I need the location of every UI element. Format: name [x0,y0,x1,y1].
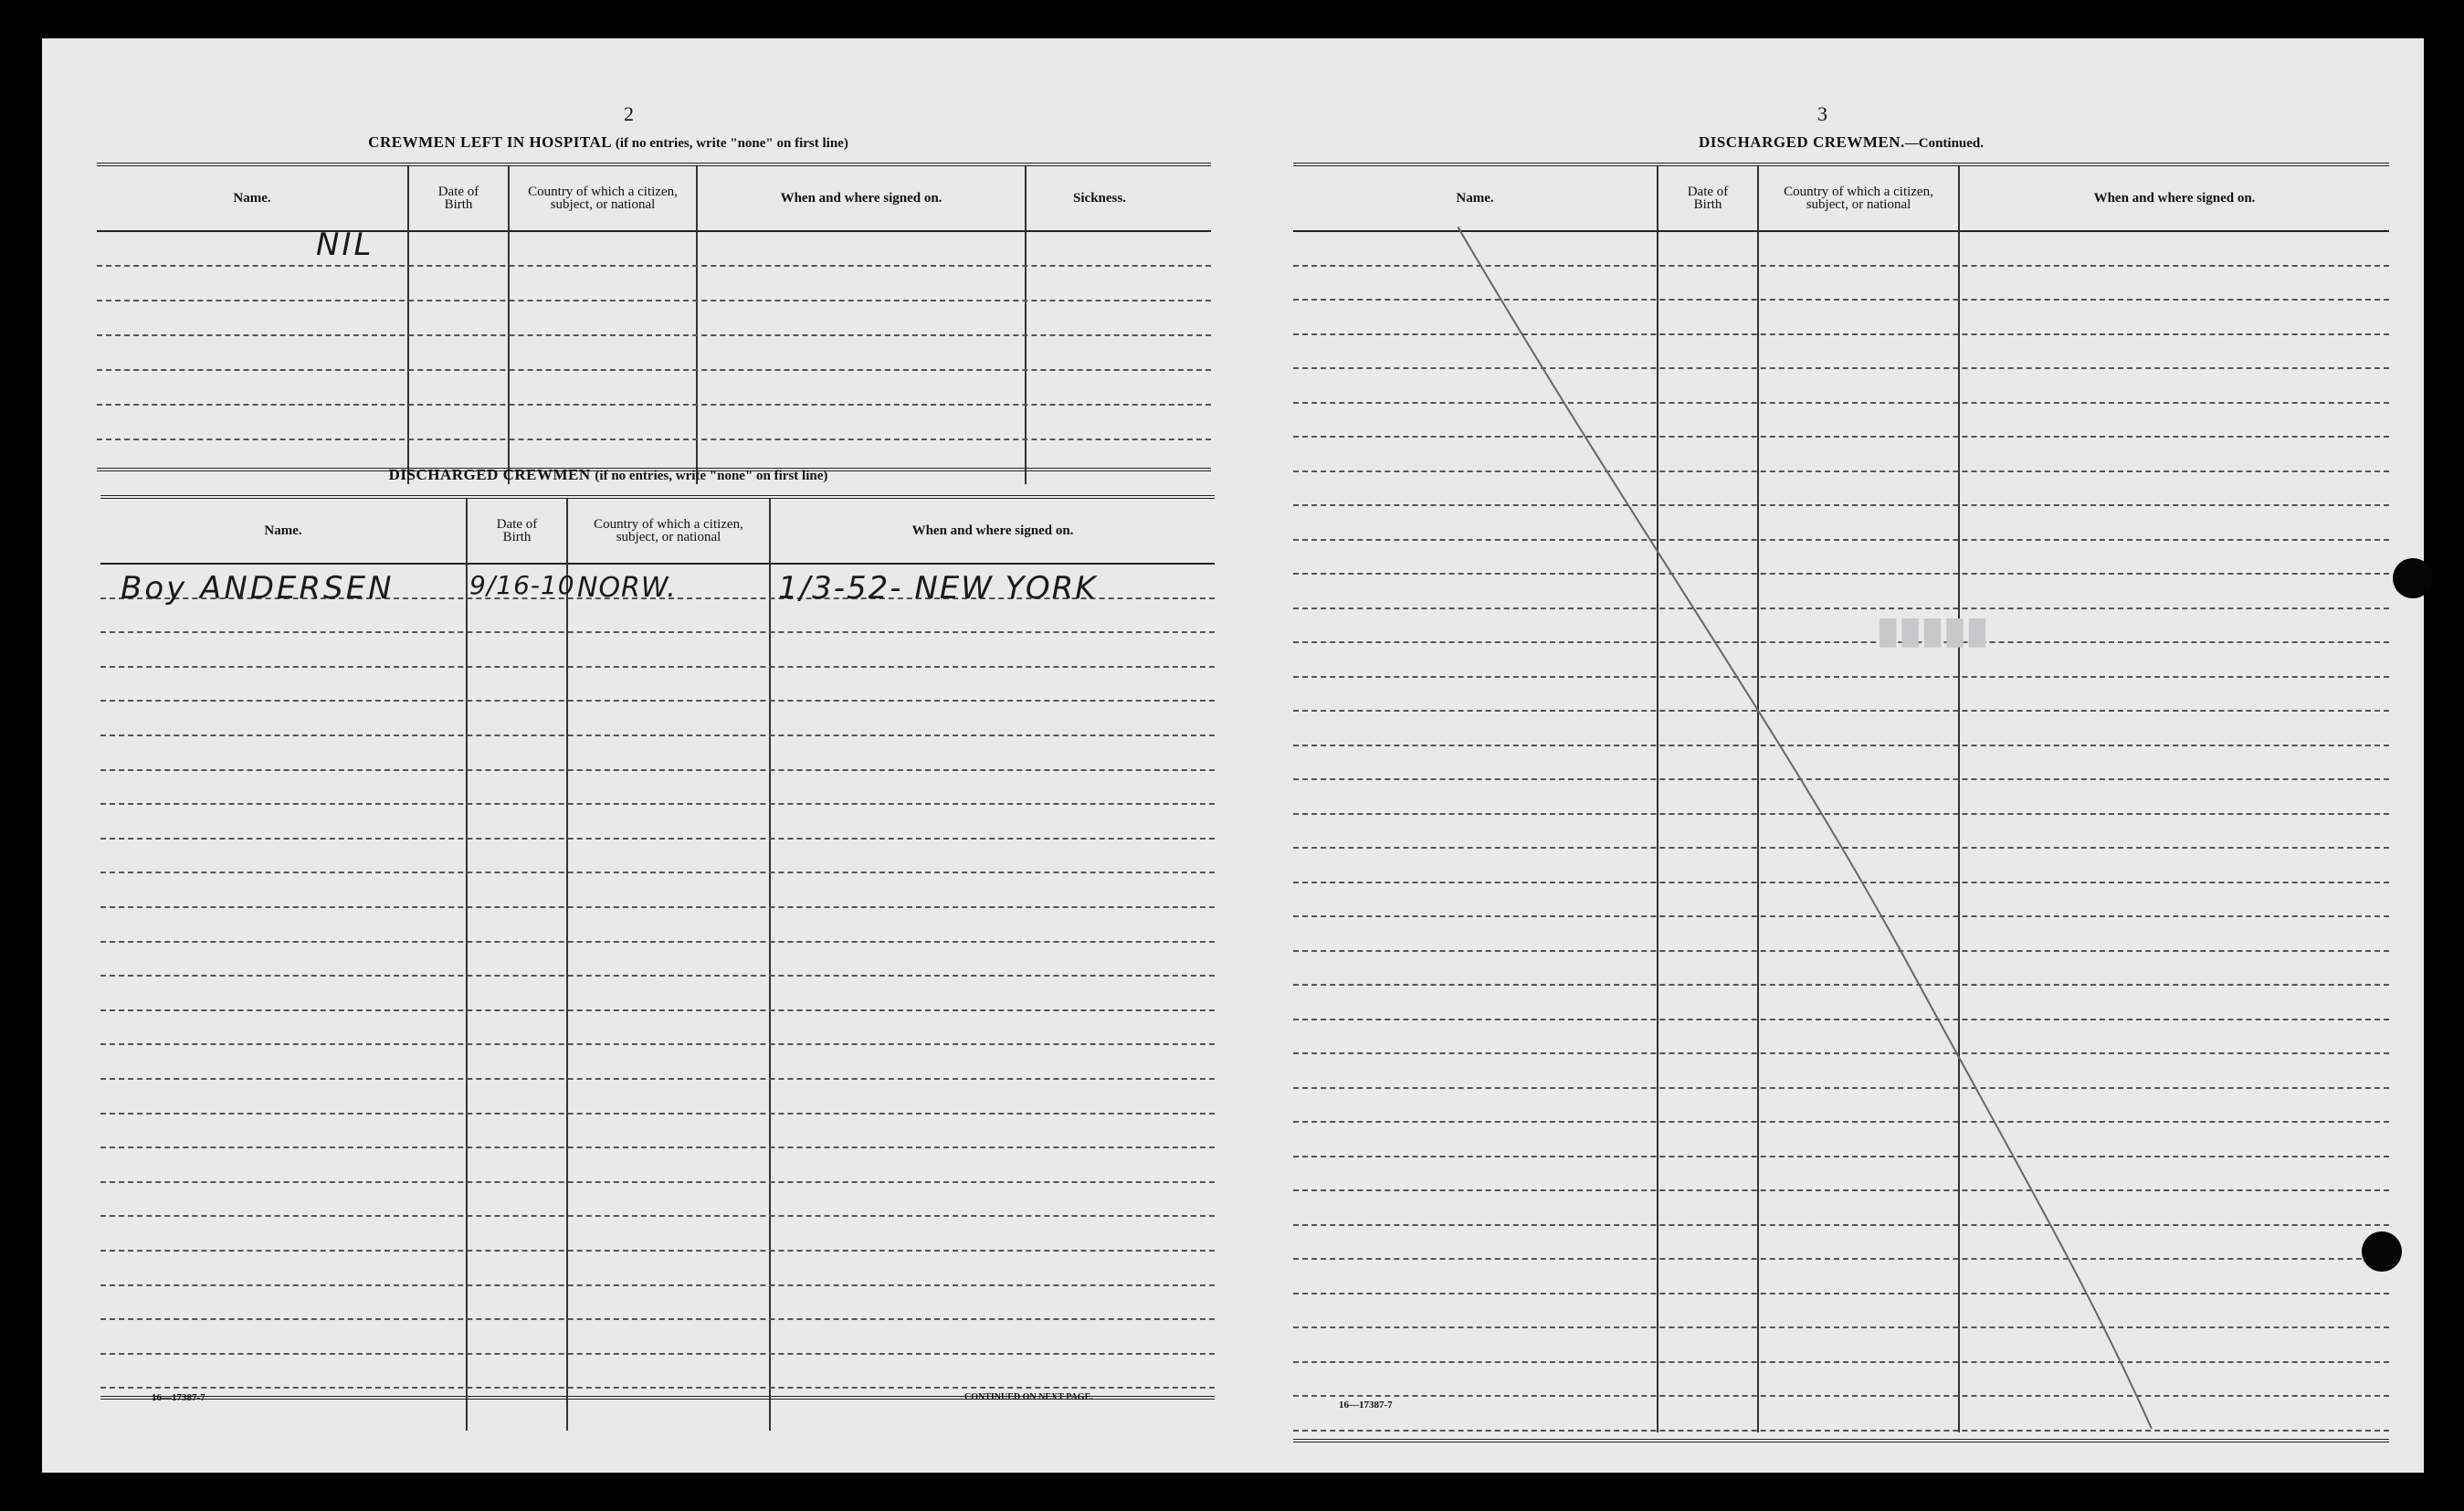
continued-col-country: Country of which a citizen, subject, or national [1784,185,1933,212]
form-code-left: 16—17387-7 [152,1392,205,1403]
discharged-table-left [100,495,1215,1431]
discharged-subtitle-text: (if no entries, write "none" on first line) [595,469,828,483]
table-row [100,975,1215,977]
table-row [100,700,1215,702]
table-row [100,1318,1215,1320]
table-row [97,265,1211,267]
table-row [97,300,1211,301]
table-row [97,369,1211,371]
discharged-section-title [97,466,1120,484]
hospital-col-signed-on: When and where signed on. [780,191,942,206]
table-row [100,941,1215,943]
hospital-title-text: CREWMEN LEFT IN HOSPITAL [368,133,612,151]
table-row [100,1284,1215,1286]
continued-note: CONTINUED ON NEXT PAGE. [964,1392,1093,1402]
table-row [100,1113,1215,1115]
hospital-entry-name: NIL [316,227,374,263]
discharged-col-country: Country of which a citizen, subject, or national [594,517,743,544]
hospital-col-name: Name. [233,191,271,206]
hospital-section-title [97,133,1120,152]
table-row [100,1043,1215,1045]
hospital-table-rows [97,230,1211,484]
table-row [100,734,1215,736]
table-row [100,1009,1215,1011]
table-row [97,334,1211,336]
punch-hole [2362,1231,2402,1272]
hospital-col-sickness: Sickness. [1073,191,1126,206]
continued-title-text: DISCHARGED CREWMEN. [1698,133,1905,151]
table-row [100,1215,1215,1217]
table-row [97,404,1211,406]
cancel-line [1458,227,2170,1432]
table-bottom-rule [1293,1439,2389,1442]
table-row [100,803,1215,805]
page-number-right: 3 [1817,102,1827,125]
document-sheet [42,38,2424,1473]
hospital-col-dob: Date of Birth [437,185,479,212]
page-number-left: 2 [624,102,634,125]
faint-stamp: █████ [1874,620,1986,647]
table-row [100,1181,1215,1183]
table-row [100,1250,1215,1252]
table-row [100,872,1215,873]
table-row [100,631,1215,633]
continued-col-signed-on: When and where signed on. [2093,191,2256,206]
table-row [97,439,1211,440]
continued-col-name: Name. [1456,191,1494,206]
discharged-table-header [100,499,1215,565]
discharged-entry-signed-on: 1/3-52- NEW YORK [778,570,1098,607]
discharged-entry-name: Boy ANDERSEN [121,570,395,607]
table-row [100,838,1215,840]
table-row [100,1353,1215,1355]
discharged-title-text: DISCHARGED CREWMEN [388,466,591,483]
hospital-table [97,163,1211,484]
discharged-col-dob: Date of Birth [496,517,538,544]
discharged-table-rows [100,563,1215,1431]
discharged-entry-dob: 9/16-10 [469,570,575,600]
hospital-table-header [97,166,1211,232]
table-row [100,666,1215,668]
discharged-continued-title [1293,133,2389,152]
hospital-col-country: Country of which a citizen, subject, or national [528,185,678,212]
table-row [100,1146,1215,1148]
table-row [100,769,1215,771]
table-row [100,1078,1215,1080]
discharged-col-name: Name. [264,523,302,538]
discharged-col-signed-on: When and where signed on. [911,523,1074,538]
discharged-entry-country: NORW. [577,572,677,604]
table-row [100,1387,1215,1389]
continued-col-dob: Date of Birth [1687,185,1729,212]
table-row [100,906,1215,908]
form-code-right: 16—17387-7 [1339,1400,1393,1411]
punch-hole [2393,558,2433,598]
hospital-subtitle-text: (if no entries, write "none" on first line) [615,136,848,151]
discharged-continued-header [1293,166,2389,232]
continued-subtitle-text: —Continued. [1904,136,1985,151]
